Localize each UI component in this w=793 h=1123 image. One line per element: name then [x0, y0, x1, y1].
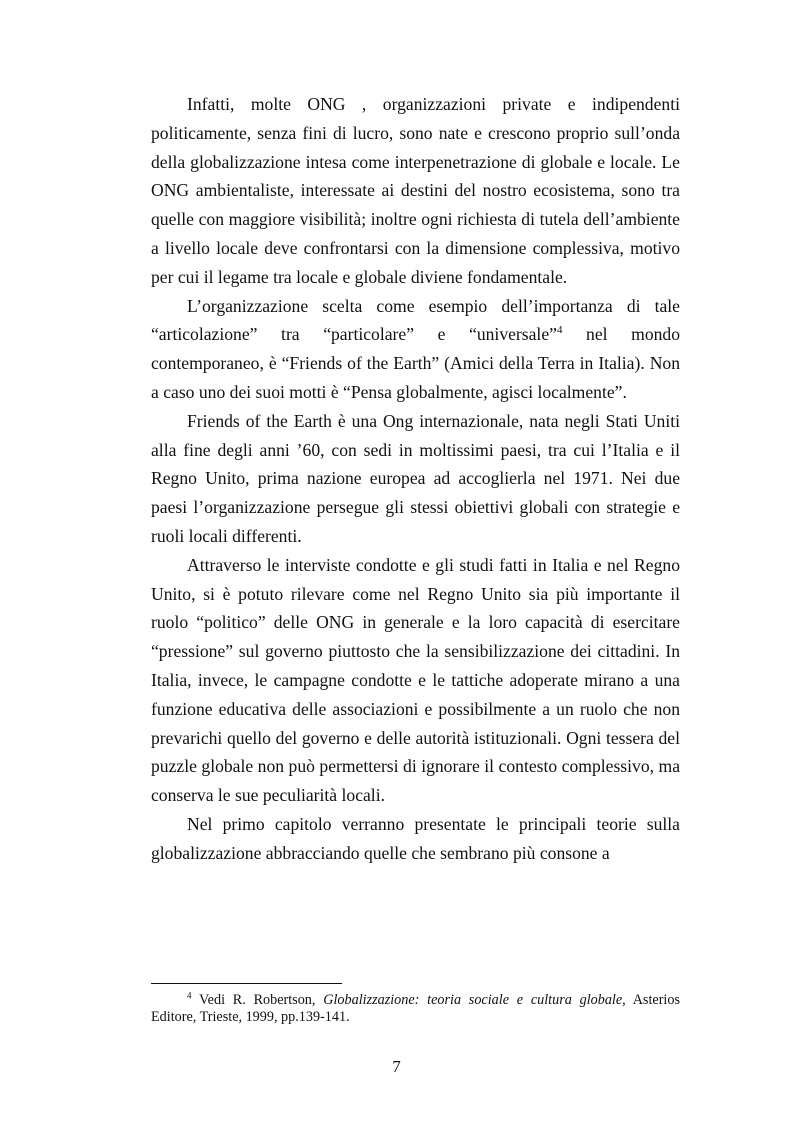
paragraph-2: [151, 292, 680, 407]
footnote-text-end: Asterios Editore, Trieste, 1999, pp.139-141.: [151, 992, 680, 1025]
paragraph-1: Infatti, molte ONG , organizzazioni private e indipendenti politicamente, senza fini di lucro, sono nate e crescono proprio sull’onda della globalizzazione intesa come interpenetrazione di globale e locale. Le ONG ambientaliste, interessate ai destini del nostro ecosistema, sono tra quelle con maggiore visibilità; inoltre ogni richiesta di tutela dell’ambiente a livello locale deve confrontarsi con la dimensione complessiva, motivo per cui il legame tra locale e globale diviene fondamentale.: [151, 94, 680, 287]
footnote-text-start: Vedi R. Robertson,: [191, 992, 324, 1008]
footnote-book-title: Globalizzazione: teoria sociale e cultura globale,: [323, 992, 626, 1008]
footnote-divider: [151, 983, 342, 984]
paragraph-4: Attraverso le interviste condotte e gli studi fatti in Italia e nel Regno Unito, si è potuto rilevare come nel Regno Unito sia più importante il ruolo “politico” delle ONG in generale e la loro capacità di esercitare “pressione” sul governo piuttosto che la sensibilizzazione dei cittadini. In Italia, invece, le campagne condotte e le tattiche adoperate mirano a una funzione educativa delle associazioni e possibilmente a un ruolo che non prevarichi quello del governo e delle autorità istituzionali. Ogni tessera del puzzle globale non può permettersi di ignorare il contesto complessivo, ma conserva le sue peculiarità locali.: [151, 554, 680, 806]
paragraph-5: Nel primo capitolo verranno presentate le principali teorie sulla globalizzazione abbracciando quelle che sembrano più consone a: [151, 813, 680, 863]
paragraph-3: Friends of the Earth è una Ong internazionale, nata negli Stati Uniti alla fine degli anni ’60, con sedi in moltissimi paesi, tra cui l’Italia e il Regno Unito, prima nazione europea ad accoglierla nel 1971. Nei due paesi l’organizzazione persegue gli stessi obiettivi globali con strategie e ruoli locali differenti.: [151, 410, 680, 546]
footnote-number: 4: [187, 990, 192, 1001]
document-body: [151, 90, 680, 868]
footnote-reference: 4: [556, 324, 563, 337]
paragraph-2-text-start: L’organizzazione scelta come esempio dell’importanza di tale “articolazione” tra “particolare” e “universale”: [151, 295, 680, 345]
paragraph-2-text-end: nel mondo contemporaneo, è “Friends of the Earth” (Amici della Terra in Italia). Non a caso uno dei suoi motti è “Pensa globalmente, agisci localmente”.: [151, 324, 681, 402]
page-number: 7: [392, 1057, 401, 1076]
footnote: [151, 992, 680, 1026]
